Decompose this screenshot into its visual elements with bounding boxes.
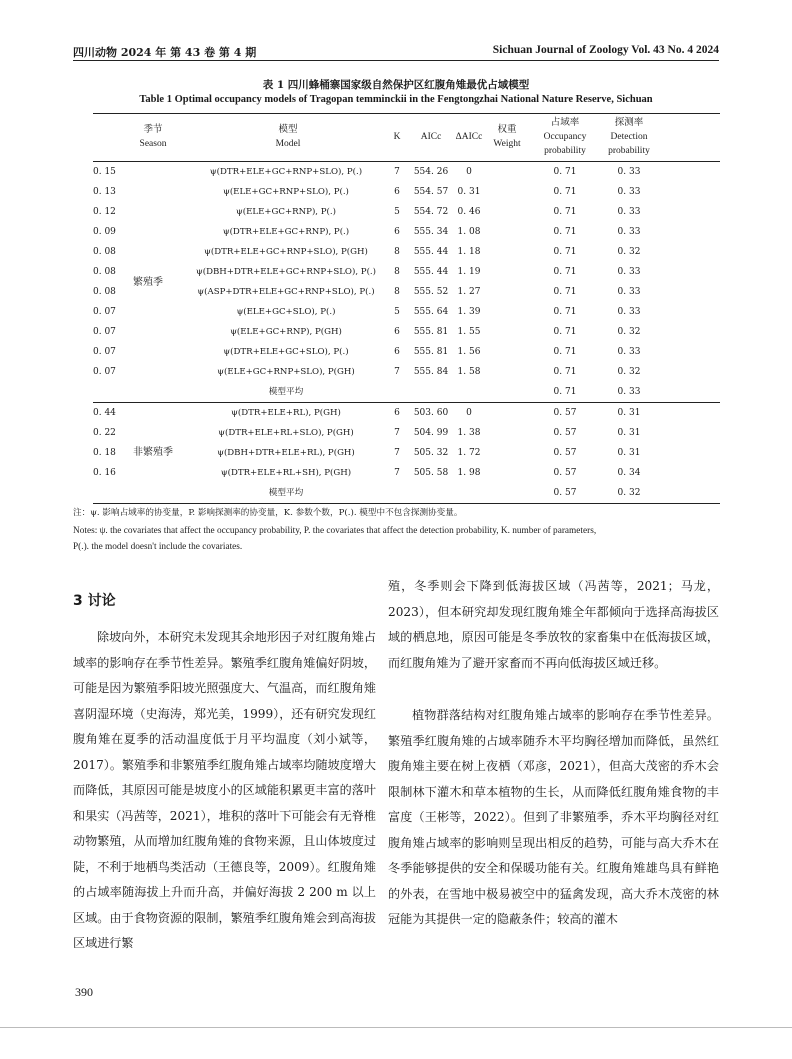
- cell-k: 7: [394, 428, 400, 438]
- cell-model: ψ(DBH+DTR+ELE+GC+RNP+SLO), P(.): [195, 267, 377, 277]
- cell-occ: 0. 57: [553, 408, 577, 418]
- cell-occ: 0. 71: [553, 187, 577, 197]
- cell-daicc: 1. 55: [457, 327, 481, 337]
- cell-daicc: 0. 46: [457, 207, 481, 217]
- cell-model: ψ(DBH+DTR+ELE+RL), P(GH): [217, 448, 355, 458]
- header-season: 季节 Season: [139, 124, 167, 149]
- header-delta-aicc: ΔAICc: [455, 132, 483, 142]
- header-k: K: [393, 132, 401, 142]
- table-bottom-rule: [93, 503, 720, 504]
- cell-aicc: 504. 99: [413, 428, 449, 438]
- cell-daicc: 1. 38: [457, 428, 481, 438]
- cell-weight: 0. 07: [93, 367, 116, 377]
- cell-aicc: 555. 44: [413, 267, 449, 277]
- cell-det: 0. 33: [617, 267, 641, 277]
- cell-daicc: 1. 98: [457, 468, 481, 478]
- table-row: [93, 362, 720, 382]
- running-header: [73, 42, 719, 61]
- cell-k: 6: [394, 347, 400, 357]
- cell-aicc: 503. 60: [413, 408, 449, 418]
- cell-occ: 0. 71: [553, 247, 577, 257]
- table-row: [93, 202, 720, 222]
- cell-aicc: 555. 44: [413, 247, 449, 257]
- cell-det: 0. 33: [617, 167, 641, 177]
- table-caption-cn: 表 1 四川蜂桶寨国家级自然保护区红腹角雉最优占域模型: [262, 79, 530, 91]
- cell-daicc: 1. 72: [457, 448, 481, 458]
- cell-k: 6: [394, 187, 400, 197]
- table-row: [93, 483, 720, 503]
- cell-weight: 0. 08: [93, 247, 116, 257]
- cell-aicc: 555. 34: [413, 227, 449, 237]
- cell-det: 0. 33: [617, 227, 641, 237]
- cell-model: ψ(DTR+ELE+GC+RNP+SLO), P(.): [209, 167, 363, 177]
- cell-aicc: 555. 84: [413, 367, 449, 377]
- cell-det: 0. 32: [617, 488, 641, 498]
- cell-model: ψ(DTR+ELE+RL+SLO), P(GH): [218, 428, 354, 438]
- cell-weight: 0. 09: [93, 227, 116, 237]
- header-occupancy: 占域率 Occupancy probability: [543, 117, 587, 156]
- table-row: [93, 182, 720, 202]
- cell-occ: 0. 71: [553, 267, 577, 277]
- cell-det: 0. 33: [617, 307, 641, 317]
- cell-occ: 0. 71: [553, 387, 577, 397]
- cell-occ: 0. 57: [553, 428, 577, 438]
- cell-weight: 0. 18: [93, 448, 116, 458]
- cell-model: ψ(ASP+DTR+ELE+GC+RNP+SLO), P(.): [197, 287, 375, 297]
- cell-daicc: 1. 18: [457, 247, 481, 257]
- cell-daicc: 1. 27: [457, 287, 481, 297]
- cell-det: 0. 33: [617, 207, 641, 217]
- cell-model: ψ(ELE+GC+RNP+SLO), P(GH): [217, 367, 355, 377]
- season-nonbreeding: 非繁殖季: [133, 447, 173, 458]
- cell-model: ψ(ELE+GC+SLO), P(.): [236, 307, 336, 317]
- season-breeding: 繁殖季: [133, 277, 163, 288]
- cell-det: 0. 32: [617, 327, 641, 337]
- cell-weight: 0. 44: [93, 408, 116, 418]
- table-row: [93, 302, 720, 322]
- cell-model: ψ(DTR+ELE+GC+RNP+SLO), P(GH): [204, 247, 368, 257]
- cell-weight: 0. 13: [93, 187, 116, 197]
- body-paragraph-right-1: 殖，冬季则会下降到低海拔区域（冯茜等，2021；马龙，2023），但本研究却发现红腹角雉全年都倾向于选择高海拔区域的栖息地，原因可能是冬季放牧的家畜集中在低海拔区域，而红腹角雉为了避开家畜而不再向低海拔区域迁移。: [388, 579, 719, 670]
- cell-daicc: 0. 31: [457, 187, 481, 197]
- cell-weight: 0. 07: [93, 327, 116, 337]
- cell-k: 8: [394, 287, 400, 297]
- cell-occ: 0. 71: [553, 207, 577, 217]
- cell-aicc: 555. 81: [413, 347, 449, 357]
- cell-occ: 0. 57: [553, 468, 577, 478]
- cell-det: 0. 34: [617, 468, 641, 478]
- cell-aicc: 555. 64: [413, 307, 449, 317]
- cell-daicc: 1. 56: [457, 347, 481, 357]
- cell-det: 0. 33: [617, 287, 641, 297]
- table-row: [93, 423, 720, 443]
- table-note-en-1: Notes: ψ. the covariates that affect the occupancy probability, P. the covariates that affect the detection probability, K. number of parameters,: [73, 526, 597, 536]
- cell-occ: 0. 57: [553, 488, 577, 498]
- cell-aicc: 554. 72: [413, 207, 449, 217]
- page-number: 390: [75, 985, 93, 999]
- cell-weight: 0. 22: [93, 428, 116, 438]
- cell-daicc: 1. 58: [457, 367, 481, 377]
- cell-k: 6: [394, 408, 400, 418]
- cell-k: 8: [394, 247, 400, 257]
- cell-weight: 0. 08: [93, 287, 116, 297]
- table-row: [93, 242, 720, 262]
- cell-weight: 0. 08: [93, 267, 116, 277]
- cell-weight: 0. 12: [93, 207, 116, 217]
- cell-occ: 0. 71: [553, 287, 577, 297]
- cell-k: 5: [394, 307, 400, 317]
- cell-daicc: 0: [466, 408, 472, 418]
- cell-aicc: 554. 26: [413, 167, 449, 177]
- cell-model: 模型平均: [268, 387, 304, 397]
- cell-daicc: 1. 08: [457, 227, 481, 237]
- cell-occ: 0. 71: [553, 327, 577, 337]
- table-row: [93, 282, 720, 302]
- cell-model: ψ(DTR+ELE+RL), P(GH): [231, 408, 341, 418]
- cell-daicc: 1. 19: [457, 267, 481, 277]
- table-row: [93, 162, 720, 182]
- cell-k: 8: [394, 267, 400, 277]
- cell-occ: 0. 71: [553, 227, 577, 237]
- cell-model: ψ(ELE+GC+RNP), P(GH): [230, 327, 342, 337]
- cell-det: 0. 31: [617, 408, 641, 418]
- cell-occ: 0. 57: [553, 448, 577, 458]
- table-row: [93, 262, 720, 282]
- cell-k: 5: [394, 207, 400, 217]
- table-row: [93, 382, 720, 402]
- cell-model: ψ(ELE+GC+RNP+SLO), P(.): [223, 187, 349, 197]
- section-title: 3 讨论: [73, 593, 116, 609]
- cell-daicc: 1. 39: [457, 307, 481, 317]
- cell-aicc: 555. 52: [413, 287, 449, 297]
- cell-det: 0. 31: [617, 448, 641, 458]
- table-row: [93, 322, 720, 342]
- cell-k: 6: [394, 327, 400, 337]
- page-bottom-rule: [0, 1027, 792, 1028]
- header-weight: 权重 Weight: [493, 124, 521, 149]
- cell-k: 7: [394, 448, 400, 458]
- body-paragraph-left: 除坡向外，本研究未发现其余地形因子对红腹角雉占域率的影响存在季节性差异。繁殖季红腹角雉偏好阴坡，可能是因为繁殖季阳坡光照强度大、气温高，而红腹角雉喜阴湿环境（史海涛，郑光美，1999），还有研究发现红腹角雉在夏季的活动温度低于月平均温度（刘小斌等，2017）。繁殖季和非繁殖季红腹角雉占域率均随坡度增大而降低，其原因可能是坡度小的区域能积累更丰富的落叶和果实（冯茜等，2021），堆积的落叶下可能会有无脊椎动物繁殖，从而增加红腹角雉的食物来源，且山体坡度过陡，不利于地栖鸟类活动（王德良等，2009）。红腹角雉的占域率随海拔上升而升高，并偏好海拔 2 200 m 以上区域。由于食物资源的限制，繁殖季红腹角雉会到高海拔区域进行繁: [73, 630, 376, 950]
- table-row: [93, 222, 720, 242]
- cell-det: 0. 32: [617, 247, 641, 257]
- cell-model: ψ(DTR+ELE+GC+SLO), P(.): [223, 347, 349, 357]
- table-note-cn: 注：ψ. 影响占域率的协变量，P. 影响探测率的协变量，K. 参数个数，P(.). 模型中不包含探测协变量。: [73, 508, 463, 518]
- cell-det: 0. 33: [617, 387, 641, 397]
- cell-k: 7: [394, 167, 400, 177]
- header-aicc: AICc: [420, 132, 442, 142]
- cell-det: 0. 31: [617, 428, 641, 438]
- cell-model: ψ(DTR+ELE+RL+SH), P(GH): [220, 468, 352, 478]
- journal-header-en: Sichuan Journal of Zoology Vol. 43 No. 4 2024: [492, 44, 719, 56]
- cell-occ: 0. 71: [553, 347, 577, 357]
- cell-occ: 0. 71: [553, 307, 577, 317]
- table-row: [93, 342, 720, 362]
- cell-weight: 0. 07: [93, 347, 116, 357]
- cell-weight: 0. 16: [93, 468, 116, 478]
- cell-occ: 0. 71: [553, 367, 577, 377]
- table-note-en-2: P(.). the model doesn't include the covariates.: [73, 542, 243, 552]
- cell-det: 0. 32: [617, 367, 641, 377]
- cell-det: 0. 33: [617, 347, 641, 357]
- cell-aicc: 505. 58: [413, 468, 449, 478]
- cell-aicc: 555. 81: [413, 327, 449, 337]
- cell-aicc: 505. 32: [413, 448, 449, 458]
- cell-model: 模型平均: [268, 488, 304, 498]
- cell-occ: 0. 71: [553, 167, 577, 177]
- body-paragraph-right-2: 植物群落结构对红腹角雉占域率的影响存在季节性差异。繁殖季红腹角雉的占域率随乔木平均胸径增加而降低，虽然红腹角雉主要在树上夜栖（邓彦，2021），但高大茂密的乔木会限制林下灌木和草本植物的生长，从而降低红腹角雉食物的丰富度（王彬等，2022）。但到了非繁殖季，乔木平均胸径对红腹角雉占域率的影响则呈现出相反的趋势，可能与高大乔木在冬季能够提供的安全和保暖功能有关。红腹角雉雄鸟具有鲜艳的外表，在雪地中极易被空中的猛禽发现，高大乔木茂密的林冠能为其提供一定的隐蔽条件；较高的灌木: [388, 708, 719, 926]
- cell-k: 6: [394, 227, 400, 237]
- journal-header-cn: 四川动物 2024 年 第 43 卷 第 4 期: [73, 46, 257, 59]
- cell-det: 0. 33: [617, 187, 641, 197]
- header-model: 模型 Model: [275, 124, 301, 149]
- table-row: [93, 463, 720, 483]
- cell-weight: 0. 15: [93, 167, 116, 177]
- cell-k: 7: [394, 367, 400, 377]
- table-row: [93, 443, 720, 463]
- header-detection: 探测率 Detection probability: [608, 117, 650, 156]
- cell-daicc: 0: [466, 167, 472, 177]
- table-top-rule: [93, 113, 720, 114]
- cell-k: 7: [394, 468, 400, 478]
- table-caption-en: Table 1 Optimal occupancy models of Tragopan temminckii in the Fengtongzhai National Nature Reserve, Sichuan: [139, 94, 653, 105]
- cell-weight: 0. 07: [93, 307, 116, 317]
- table-row: [93, 403, 720, 423]
- cell-model: ψ(ELE+GC+RNP), P(.): [236, 207, 336, 217]
- cell-aicc: 554. 57: [413, 187, 449, 197]
- cell-model: ψ(DTR+ELE+GC+RNP), P(.): [222, 227, 350, 237]
